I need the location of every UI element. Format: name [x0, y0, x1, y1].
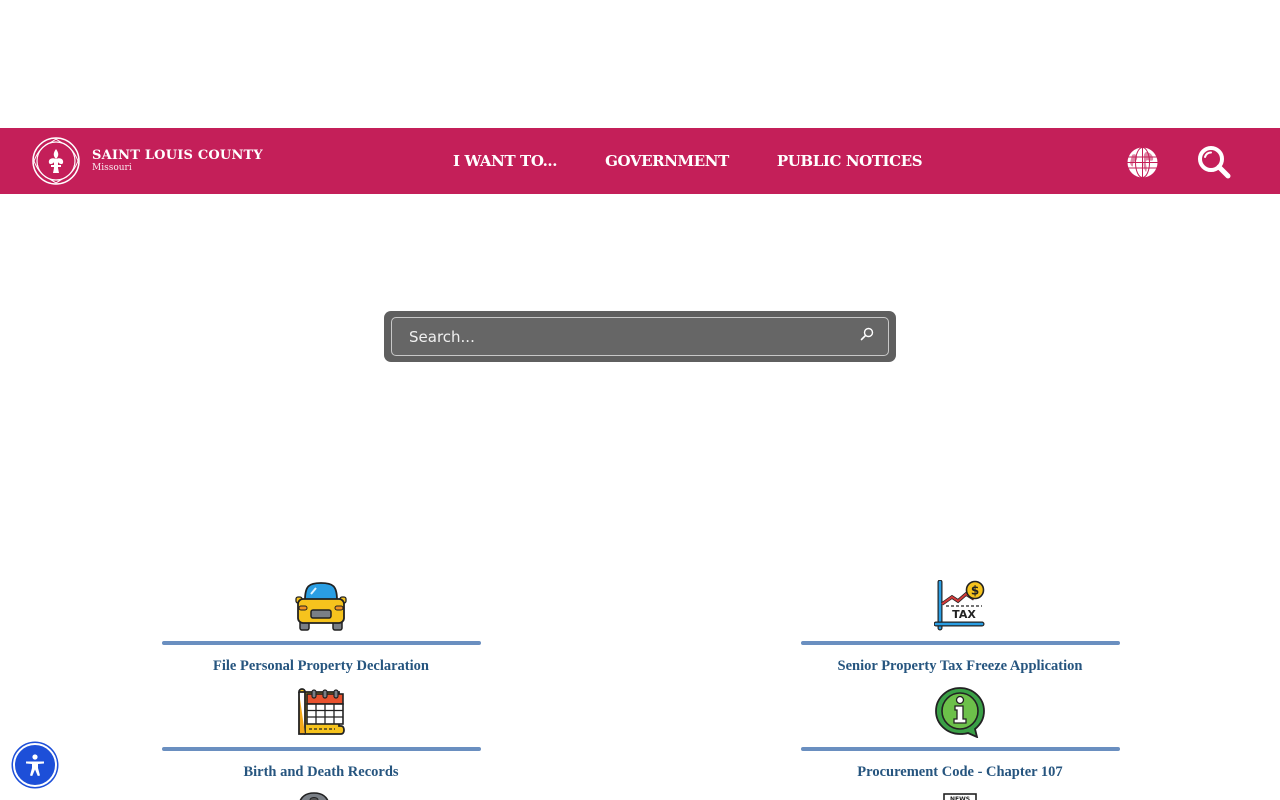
- site-logo[interactable]: [30, 135, 263, 187]
- divider: [162, 641, 481, 645]
- nav-i-want-to[interactable]: I WANT TO...: [453, 152, 558, 170]
- news-icon: [943, 793, 977, 800]
- car-icon: [295, 580, 347, 632]
- tax-chart-icon: [934, 580, 986, 632]
- nav-public-notices[interactable]: PUBLIC NOTICES: [776, 152, 923, 170]
- logo-title: SAINT LOUIS COUNTY: [92, 148, 263, 163]
- search-icon[interactable]: [860, 327, 874, 341]
- quick-link-card: [161, 580, 481, 675]
- search-input[interactable]: [392, 318, 832, 355]
- svg-text:TAX: TAX: [952, 608, 976, 621]
- quick-link-card: [800, 686, 1120, 781]
- main-nav: [453, 128, 922, 194]
- link-procurement-code-chapter-107[interactable]: Procurement Code - Chapter 107: [857, 764, 1063, 780]
- search-field-frame: [391, 317, 889, 356]
- header-search-icon[interactable]: [1196, 144, 1232, 180]
- link-file-personal-property-declaration[interactable]: File Personal Property Declaration: [213, 658, 429, 674]
- divider: [162, 747, 481, 751]
- top-blank-area: [0, 0, 1280, 128]
- logo-subtitle: Missouri: [92, 163, 132, 173]
- link-birth-and-death-records[interactable]: Birth and Death Records: [243, 764, 399, 780]
- divider: [801, 747, 1120, 751]
- accessibility-icon: [22, 752, 48, 778]
- accessibility-button[interactable]: [13, 743, 57, 787]
- site-header: [0, 128, 1280, 194]
- helmet-icon: [296, 792, 332, 800]
- quick-link-card: [161, 686, 481, 781]
- svg-text:NEWS: NEWS: [949, 796, 971, 800]
- link-senior-property-tax-freeze-application[interactable]: Senior Property Tax Freeze Application: [837, 658, 1083, 674]
- globe-icon[interactable]: [1126, 146, 1159, 179]
- site-search-box: [384, 311, 896, 362]
- nav-government[interactable]: GOVERNMENT: [605, 152, 729, 170]
- fleur-de-lis-seal-icon: [30, 135, 82, 187]
- svg-text:$: $: [970, 583, 980, 598]
- divider: [801, 641, 1120, 645]
- info-bubble-icon: [934, 686, 986, 738]
- quick-link-card: [800, 580, 1120, 675]
- calendar-scroll-icon: [295, 686, 347, 738]
